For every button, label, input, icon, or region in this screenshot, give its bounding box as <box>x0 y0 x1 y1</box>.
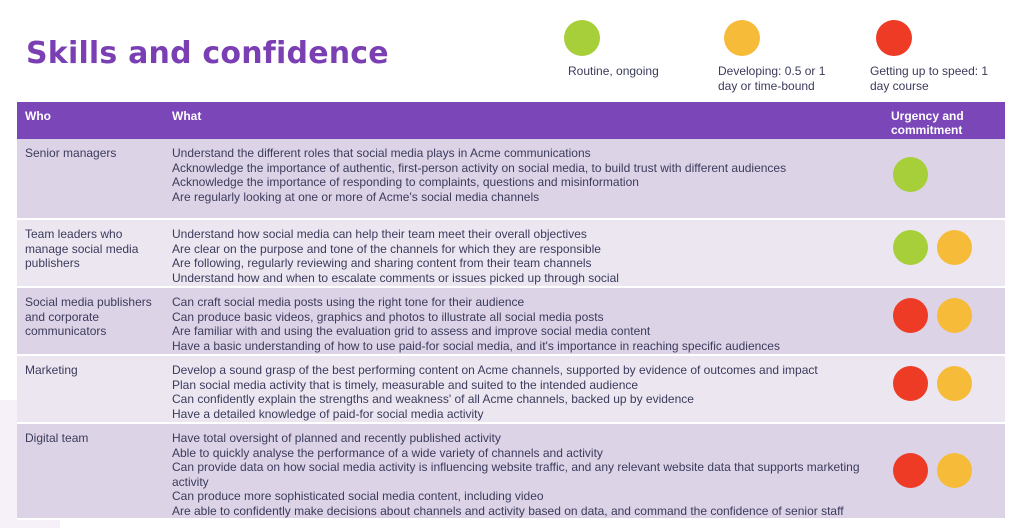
what-item: Are familiar with and using the evaluation grid to assess and improve social media content <box>172 324 651 338</box>
what-item: Are able to confidently make decisions about channels and activity based on data, and command the confidence of senior staff <box>172 503 844 518</box>
red-circle-icon <box>893 366 928 401</box>
what-item: Understand how and when to escalate comments or issues picked up through social <box>172 270 619 285</box>
table-row <box>17 424 1005 520</box>
row-what <box>172 227 882 285</box>
table-body <box>17 139 1005 520</box>
what-item: Understand how social media can help their team meet their overall objectives <box>172 227 587 241</box>
page-title: Skills and confidence <box>26 36 389 71</box>
table-row <box>17 356 1005 424</box>
skills-table <box>17 102 1005 520</box>
what-item: Can craft social media posts using the right tone for their audience <box>172 295 525 309</box>
what-item: Have a basic understanding of how to use paid-for social media, and it's importance in reaching specific audiences <box>172 338 780 353</box>
green-circle-icon <box>893 230 928 265</box>
green-circle-icon <box>893 157 928 192</box>
what-item: Can provide data on how social media activity is influencing website traffic, and any relevant website data that supports marketing activity <box>172 460 860 489</box>
table-row <box>17 139 1005 220</box>
what-item: Able to quickly analyse the performance of a wide variety of channels and activity <box>172 445 603 460</box>
what-item: Plan social media activity that is timely, measurable and suited to the intended audience <box>172 377 639 392</box>
row-what <box>172 363 882 421</box>
red-circle-icon <box>876 20 912 56</box>
what-item: Can produce basic videos, graphics and photos to illustrate all social media posts <box>172 309 604 324</box>
legend-label: Getting up to speed: 1 day course <box>870 64 989 93</box>
row-who: Social media publishers and corporate communicators <box>25 295 152 338</box>
row-who: Team leaders who manage social media publishers <box>25 227 139 270</box>
row-what <box>172 431 882 518</box>
red-circle-icon <box>893 453 928 488</box>
what-item: Can confidently explain the strengths and weakness' of all Acme channels, backed up by evidence <box>172 392 694 406</box>
amber-circle-icon <box>937 453 972 488</box>
row-who: Digital team <box>25 431 89 445</box>
row-what <box>172 146 882 204</box>
table-row <box>17 220 1005 288</box>
header-who: Who <box>25 109 51 123</box>
what-item: Acknowledge the importance of responding to complaints, questions and misinformation <box>172 175 639 189</box>
what-item: Develop a sound grasp of the best performing content on Acme channels, supported by evidence of outcomes and impact <box>172 363 818 377</box>
what-item: Are clear on the purpose and tone of the channels for which they are responsible <box>172 241 601 256</box>
what-item: Are regularly looking at one or more of Acme's social media channels <box>172 189 540 204</box>
what-item: Acknowledge the importance of authentic, first-person activity on social media, to build trust with different audiences <box>172 160 787 175</box>
table-row <box>17 288 1005 356</box>
what-item: Can produce more sophisticated social media content, including video <box>172 489 544 503</box>
what-item: Are following, regularly reviewing and sharing content from their team channels <box>172 256 592 270</box>
amber-circle-icon <box>937 366 972 401</box>
amber-circle-icon <box>724 20 760 56</box>
legend-label: Routine, ongoing <box>568 64 659 78</box>
legend-item-developing <box>718 20 826 93</box>
amber-circle-icon <box>937 230 972 265</box>
red-circle-icon <box>893 298 928 333</box>
row-who: Senior managers <box>25 146 117 160</box>
table-header <box>17 102 1005 139</box>
green-circle-icon <box>564 20 600 56</box>
amber-circle-icon <box>937 298 972 333</box>
header-what: What <box>172 109 202 123</box>
legend-label: Developing: 0.5 or 1 day or time-bound <box>718 64 826 93</box>
what-item: Have total oversight of planned and recently published activity <box>172 431 501 445</box>
legend-item-getting-up-to-speed <box>870 20 989 93</box>
what-item: Understand the different roles that social media plays in Acme communications <box>172 146 591 160</box>
row-what <box>172 295 882 353</box>
legend-item-routine <box>564 20 659 78</box>
row-who: Marketing <box>25 363 78 377</box>
what-item: Have a detailed knowledge of paid-for social media activity <box>172 406 484 421</box>
header-urgency: Urgency and commitment <box>891 109 964 137</box>
